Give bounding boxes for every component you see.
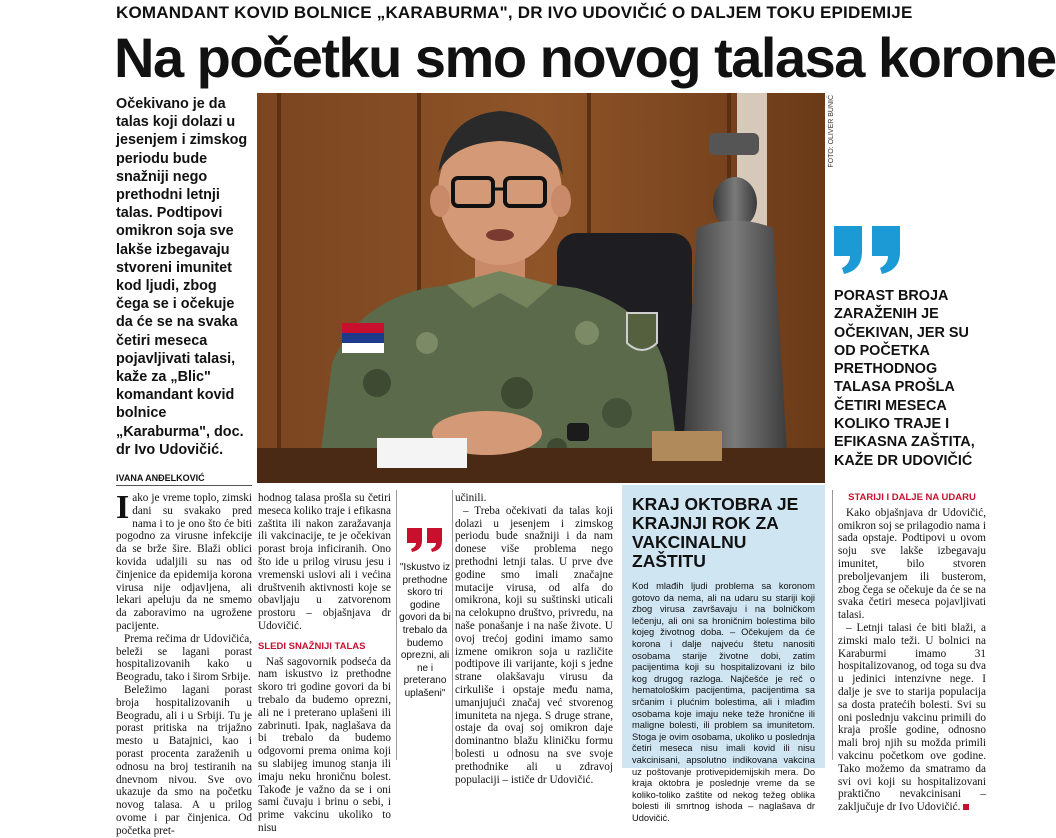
lead-paragraph: Očekivano je da talas koji dolazi u jesenjem i zimskog periodu bude snažniji nego prethodni letnji talas. Podtipovi omikron soja sve lakše izbegavaju stvoreni imunitet kod ljudi, zbog čega se i očekuje da će se na svaka četiri meseca pojavljivati talasi, kaže za „Blic" komandant kovid bolnice „Karaburma", doc. dr Ivo Udovičić. bbox=[116, 96, 248, 458]
body-column-1 bbox=[116, 489, 252, 838]
byline: IVANA ANĐELKOVIĆ bbox=[116, 473, 252, 486]
body-column-4 bbox=[838, 492, 986, 814]
paragraph-text: – Letnji talasi će biti blaži, a zimski malo teži. U bolnici na Karaburmi imamo 31 hospitalizovanog, od toga su dva u jedinici intenzivne nege. I dalje je sve to starija populacija sa dosta pratećih bolesti. Svi su oni poslednju vakcinu primili do kraja prošle godine, odnosno mali broj njih su možda primili vakcinu početkom ove godine. Tako možemo da smatramo da svi ovi koji su hospitalizovani praktično nevakcinisani – zaključuje dr Ivo Udovičić. bbox=[838, 621, 986, 814]
paragraph: učinili. bbox=[455, 492, 487, 504]
subheading: SLEDI SNAŽNIJI TALAS bbox=[258, 640, 366, 652]
kicker: KOMANDANT KOVID BOLNICE „KARABURMA", DR IVO UDOVIČIĆ O DALJEM TOKU EPIDEMIJE bbox=[116, 3, 913, 22]
article-photo bbox=[257, 93, 825, 483]
paragraph: Kako objašnjava dr Udovičić, omikron soj se prilagodio nama i sada opstaje. Podtipovi u ovom soju sve lakše izbegavaju imunitet, bilo stvoren preboljevanjem ili busterom, zbog čega se očekuje da će se na svaka četiri meseca pojavljivati talasi. bbox=[838, 506, 986, 622]
column-divider bbox=[396, 490, 397, 760]
column-divider bbox=[452, 490, 453, 760]
end-of-article-mark bbox=[963, 804, 969, 810]
quote-mark-icon bbox=[834, 226, 902, 274]
paragraph: Prema rečima dr Udovičića, beleži se lagani porast hospitalizovanih kako u Beogradu, tako i širom Srbije. bbox=[116, 632, 252, 684]
paragraph: – Treba očekivati da talas koji dolazi u jesenjem i zimskog periodu bude snažniji i da nam donese više problema nego prethodni letnji talas. U prve dve godine smo imali značajne mutacije virusa, od alfa do omikrona, koji su suštinski uticali na celokupno društvo, privredu, na naše ponašanje i na naše živote. U ovoj trećoj godini imamo samo izmene omikron soja u različite podtipove ili varijante, koji s jedne strane olakšavaju virusu da cirkuliše i opstaje među nama, umanjujući značaj već stvorenog imuniteta na njega. S druge strane, ostaje da ovaj soj omikron daje dominantno blažu kliničku formu bolesti u odnosu na sve svoje prethodnike ali u zdravoj populaciji – ističe dr Udovičić. bbox=[455, 504, 613, 786]
paragraph bbox=[838, 622, 986, 814]
body-column-3 bbox=[455, 492, 613, 786]
paragraph: hodnog talasa prošla su četiri meseca koliko traje i efikasna zaštita ili nakon zaražavanja ili vakcinacije, te je očekivan porast broja inficiranih. Ono što ide u prilog virusu jesu i vremenski uslovi ali i većina društvenih aktivnosti koje se obavljaju u zatvorenom prostoru – objašnjava dr Udovičić. bbox=[258, 492, 391, 632]
pull-quote-small bbox=[398, 528, 452, 701]
column-divider bbox=[832, 490, 833, 760]
sidebar-title: KRAJ OKTOBRA JE KRAJNJI ROK ZA VAKCINALNU ZAŠTITU bbox=[632, 494, 799, 571]
paragraph: Naš sagovornik podseća da nam iskustvo iz prethodne skoro tri godine govori da bi trebalo da budemo oprezni, ali ne i preterano uplašeni ili zabrinuti. Ipak, naglašava da bi trebalo da budemo odgovorni prema onima koji su slabijeg imunog stanja ili imaju neku hroničnu bolest. Takođe je važno da se i oni sami čuvaju i brinu o sebi, i prime vakcinu ukoliko to nisu bbox=[258, 655, 391, 834]
body-column-2 bbox=[258, 492, 391, 835]
paragraph: Beležimo lagani porast broja hospitalizovanih u Beogradu, ali i u Srbiji. Tu je porast pritiska na trijažno mesto u Batajnici, kao i porast procenta zaraženih u odnosu na broj testiranih na dnevnom nivou. Sve ovo ukazuje da smo na početku novog talasa. A u prilog ovome i par činjenica. Od početka pret- bbox=[116, 683, 252, 837]
doctor-photo-illustration bbox=[257, 93, 825, 483]
pull-quote-text: PORAST BROJA ZARAŽENIH JE OČEKIVAN, JER SU OD POČETKA PRETHODNOG TALASA PROŠLA ČETIRI MESECA KOLIKO TRAJE I EFIKASNA ZAŠTITA, KAŽE DR UDOVIČIĆ bbox=[834, 288, 975, 469]
headline: Na početku smo novog talasa korone bbox=[114, 26, 1056, 89]
subheading: STARIJI I DALJE NA UDARU bbox=[848, 492, 976, 503]
quote-mark-icon bbox=[407, 528, 443, 552]
pull-quote-large bbox=[834, 226, 984, 470]
photo-credit: FOTO: OLIVER BUNIĆ bbox=[828, 95, 835, 168]
sidebar-box bbox=[622, 485, 825, 823]
paragraph: ako je vreme toplo, zimski dani su svakako pred nama i to je ono što će biti pogodno za virusne infekcije da se brže šire. Blaži oblici kovida udaljili su nas od činjenice da epidemija korona virusa nije odjavljena, ali lekari apeluju da ne smemo da zaboravimo na ugrožene pacijente. bbox=[116, 492, 252, 632]
pull-quote-small-text: "Iskustvo iz prethodne skoro tri godine govori da bi trebalo da budemo oprezni, ali ne i preterano uplašeni" bbox=[399, 562, 451, 699]
drop-cap: I bbox=[116, 489, 130, 526]
sidebar-body: Kod mlađih ljudi problema sa koronom gotovo da nema, ali na udaru su stariji koji zbog virusa završavaju i na bolničkom lečenju, ali oni sa hroničnim bolestima bilo kojeg životnog doba. – Očekujem da će korona i dalje najveću štetu nanositi osobama starije životne dobi, zatim pacijentima koji su hospitalizovani iz bilo kog drugog razloga. Najčešće je reč o hematološkim pacijentima, pacijentima sa srčanim i plućnim bolestima, ali i mlađim osobama koje imaju neke teže hronične ili maligne bolesti, ili problem sa imunitetom. Stoga je ovim osobama, ukoliko u poslednja četiri meseca nisu imali kovid ili nisu vakcinisani, apsolutno indikovana vakcina uz poštovanje protivepidemijskih mera. Do kraja oktobra je poslednje vreme da se koliko-toliko zaštite od nekog težeg oblika bolesti ili smrtnog ishoda – naglašava dr Udovičić. bbox=[632, 581, 815, 823]
